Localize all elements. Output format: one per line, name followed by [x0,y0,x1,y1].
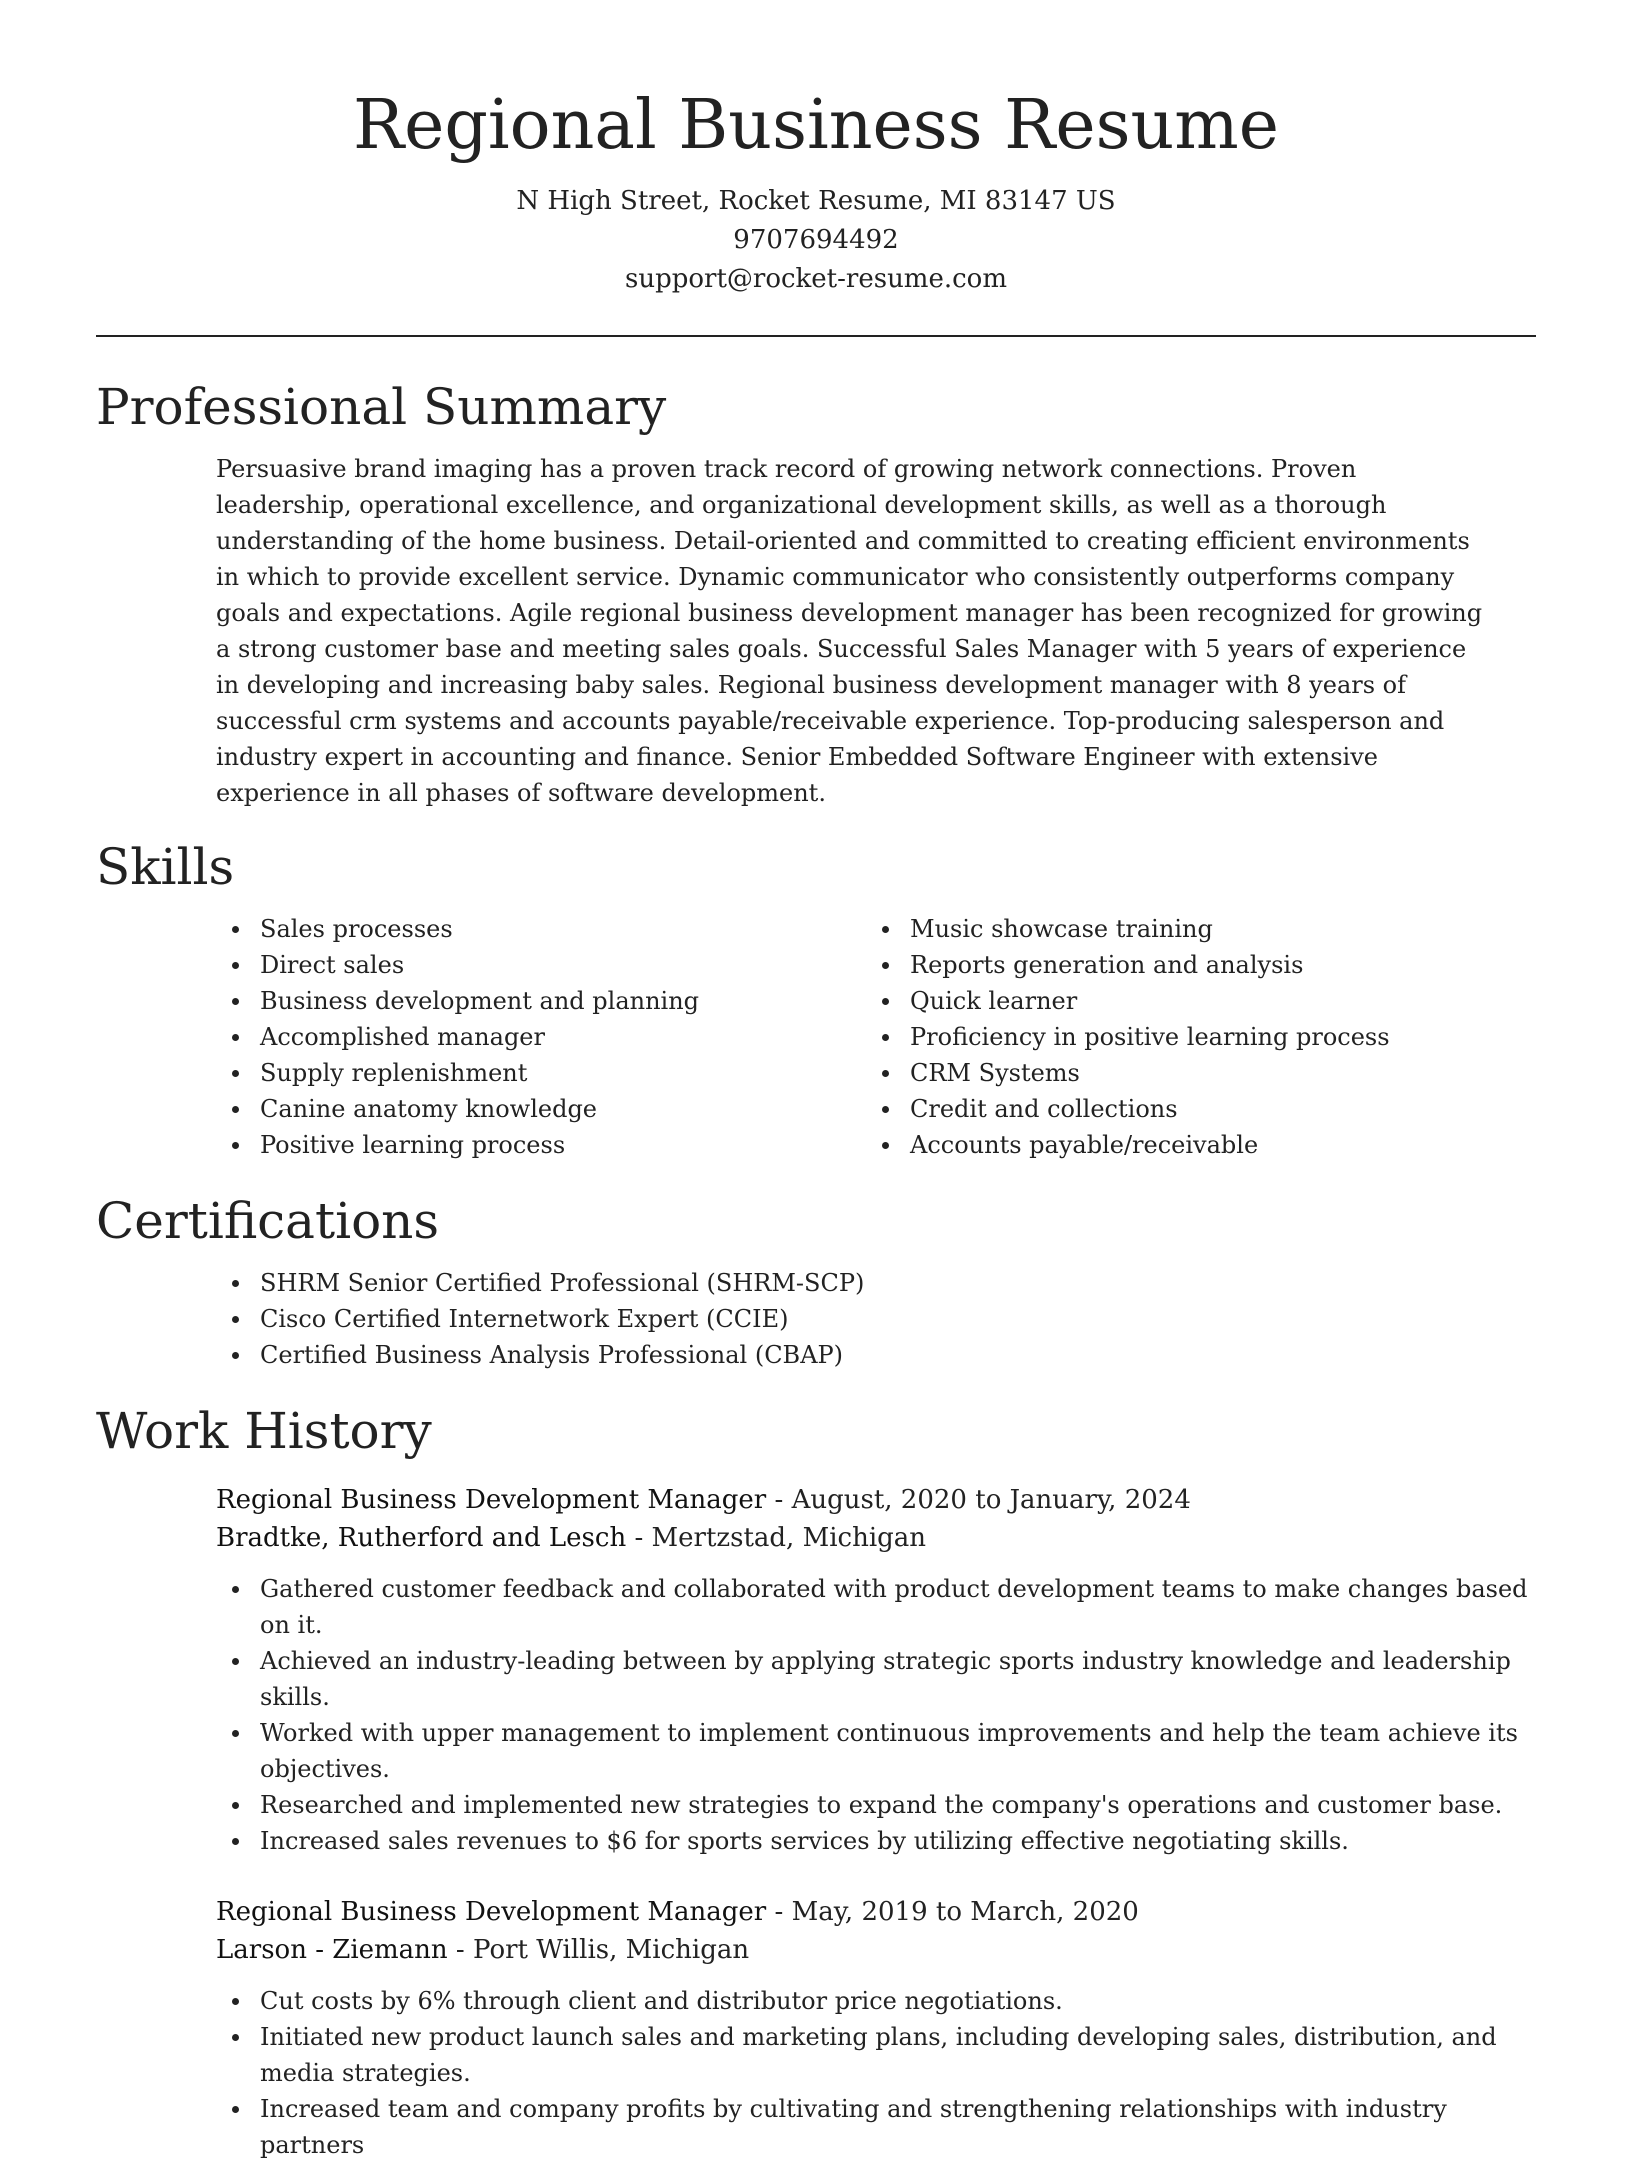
resume-header [96,0,1536,299]
skill-item: Accomplished manager [216,1019,866,1055]
skill-item: Supply replenishment [216,1055,866,1091]
summary-section [96,377,1536,811]
skill-item: Sales processes [216,911,866,947]
job-bullet: Achieved an industry-leading between by applying strategic sports industry knowledge and leadership skills. [216,1643,1536,1715]
job-company-line [216,1519,1536,1557]
job-separator: - [626,1523,652,1553]
skill-item: CRM Systems [866,1055,1516,1091]
resume-page [96,0,1536,2159]
certifications-heading: Certifications [96,1192,440,1250]
skill-item: Reports generation and analysis [866,947,1516,983]
work-history-heading: Work History [96,1402,432,1460]
job-separator: - [766,1485,792,1515]
skill-item: Business development and planning [216,983,866,1019]
skill-item: Canine anatomy knowledge [216,1091,866,1127]
contact-block [96,182,1536,299]
job-bullet-list [216,1983,1536,2163]
certification-item: SHRM Senior Certified Professional (SHRM-SCP) [216,1265,1536,1301]
contact-address: N High Street, Rocket Resume, MI 83147 US [516,186,1116,216]
job-entry [216,1481,1536,1859]
job-bullet: Initiated new product launch sales and marketing plans, including developing sales, distribution, and media strategies. [216,2019,1536,2091]
job-role: Regional Business Development Manager [216,1897,767,1927]
job-bullet: Increased sales revenues to $6 for sports services by utilizing effective negotiating skills. [216,1823,1536,1859]
job-title-line [216,1481,1536,1519]
resume-title: Regional Business Resume [352,86,1280,165]
job-company: Larson - Ziemann [216,1935,448,1965]
skill-item: Music showcase training [866,911,1516,947]
skills-columns [216,911,1536,1163]
skill-item: Positive learning process [216,1127,866,1163]
skills-section [96,837,1536,1163]
skill-item: Direct sales [216,947,866,983]
job-bullet: Worked with upper management to implement continuous improvements and help the team achieve its objectives. [216,1715,1536,1787]
skills-list-right [866,911,1516,1163]
job-location: Mertzstad, Michigan [651,1523,927,1553]
work-history-section [96,1401,1536,2163]
certification-item: Certified Business Analysis Professional (CBAP) [216,1337,1536,1373]
contact-phone: 9707694492 [733,225,899,255]
certification-item: Cisco Certified Internetwork Expert (CCIE) [216,1301,1536,1337]
skill-item: Quick learner [866,983,1516,1019]
job-role: Regional Business Development Manager [216,1485,767,1515]
certifications-list [216,1265,1536,1373]
job-bullet: Increased team and company profits by cultivating and strengthening relationships with industry partners [216,2091,1536,2163]
header-divider [96,335,1536,337]
job-entry [216,1893,1536,2163]
job-bullet: Gathered customer feedback and collaborated with product development teams to make changes based on it. [216,1571,1536,1643]
job-company: Bradtke, Rutherford and Lesch [216,1523,627,1553]
job-bullet: Cut costs by 6% through client and distributor price negotiations. [216,1983,1536,2019]
skill-item: Proficiency in positive learning process [866,1019,1516,1055]
contact-email: support@rocket-resume.com [624,264,1007,294]
summary-heading: Professional Summary [96,378,667,436]
job-bullet-list [216,1571,1536,1859]
job-title-line [216,1893,1536,1931]
certifications-section [96,1191,1536,1373]
job-separator: - [447,1935,473,1965]
summary-text: Persuasive brand imaging has a proven track record of growing network connections. Proven leadership, operational excellence, and organizational development skills, as well as a thorough understanding of the home business. Detail-oriented and committed to creating efficient environments in which to provide excellent service. Dynamic communicator who consistently outperforms company goals and expectations. Agile regional business development manager has been recognized for growing a strong customer base and meeting sales goals. Successful Sales Manager with 5 years of experience in developing and increasing baby sales. Regional business development manager with 8 years of successful crm systems and accounts payable/receivable experience. Top-producing salesperson and industry expert in accounting and finance. Senior Embedded Software Engineer with extensive experience in all phases of software development. [216,455,1483,807]
job-location: Port Willis, Michigan [473,1935,750,1965]
job-separator: - [766,1897,792,1927]
job-company-line [216,1931,1536,1969]
skill-item: Credit and collections [866,1091,1516,1127]
job-dates: August, 2020 to January, 2024 [791,1485,1191,1515]
skills-list-left [216,911,866,1163]
job-dates: May, 2019 to March, 2020 [791,1897,1139,1927]
skills-heading: Skills [96,838,235,896]
job-bullet: Researched and implemented new strategies to expand the company's operations and customer base. [216,1787,1536,1823]
skill-item: Accounts payable/receivable [866,1127,1516,1163]
